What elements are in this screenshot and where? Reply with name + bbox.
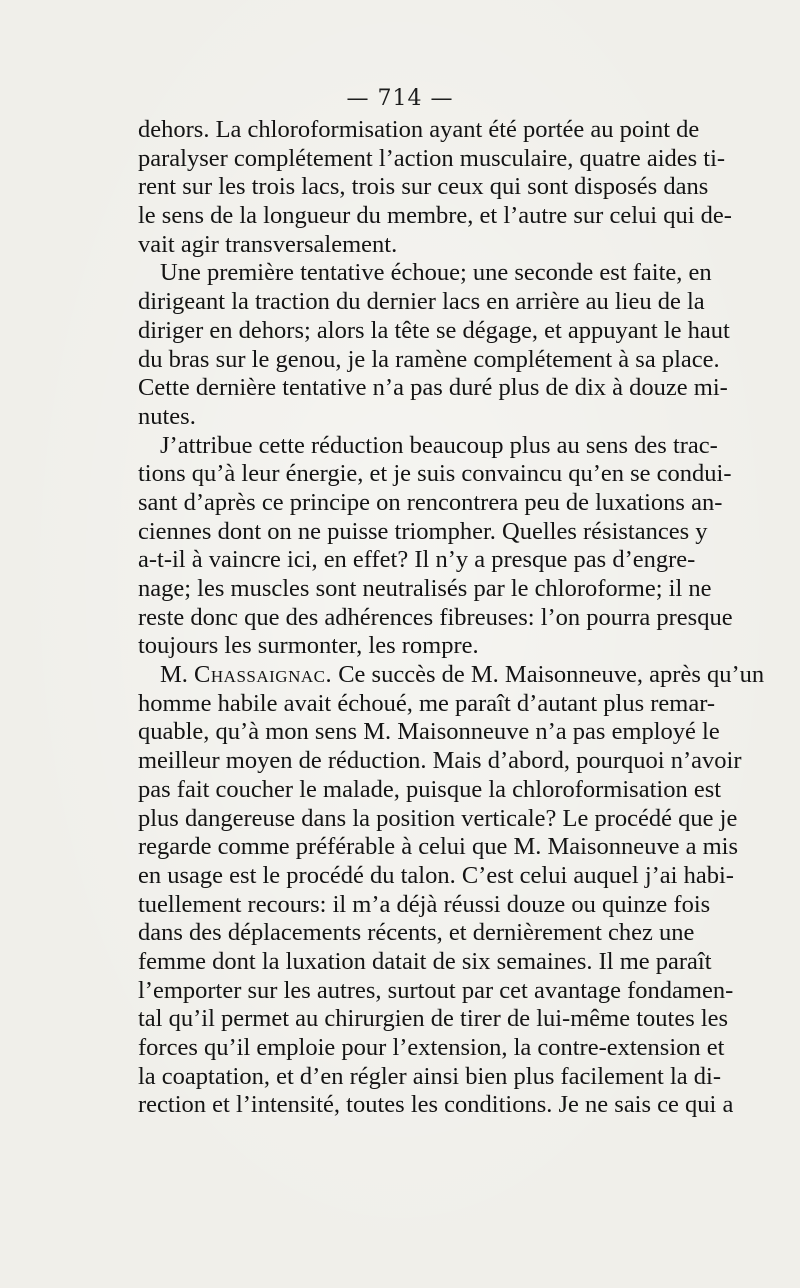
- text-line: toujours les surmonter, les rompre.: [138, 632, 479, 660]
- text-line: dehors. La chloroformisation ayant été portée au point de: [138, 116, 700, 143]
- text-line: tal qu’il permet au chirurgien de tirer de lui-même toutes les: [138, 1005, 729, 1033]
- text-line: dans des déplacements récents, et dernièrement chez une: [138, 919, 695, 947]
- text-line: l’emporter sur les autres, surtout par cet avantage fondamen-: [138, 976, 734, 1004]
- speaker-name: Chassaignac.: [194, 661, 333, 689]
- text-line: du bras sur le genou, je la ramène complétement à sa place.: [138, 345, 720, 373]
- text-line: en usage est le procédé du talon. C’est celui auquel j’ai habi-: [138, 861, 734, 889]
- text-line: tuellement recours: il m’a déjà réussi douze ou quinze fois: [138, 890, 711, 918]
- text-line: a-t-il à vaincre ici, en effet? Il n’y a presque pas d’engre-: [138, 546, 696, 574]
- text-line: homme habile avait échoué, me paraît d’autant plus remar-: [138, 689, 716, 717]
- line-text: Ce succès de M. Maisonneuve, après qu’un: [332, 661, 765, 689]
- text-line: paralyser complétement l’action musculaire, quatre aides ti-: [138, 144, 726, 172]
- text-line: plus dangereuse dans la position verticale? Le procédé que je: [138, 804, 738, 832]
- text-line: [138, 661, 765, 690]
- text-line: J’attribue cette réduction beaucoup plus au sens des trac-: [160, 431, 718, 459]
- text-line: le sens de la longueur du membre, et l’autre sur celui qui de-: [138, 202, 732, 230]
- text-line: tions qu’à leur énergie, et je suis convaincu qu’en se condui-: [138, 460, 732, 488]
- text-line: la coaptation, et d’en régler ainsi bien plus facilement la di-: [138, 1062, 722, 1090]
- text-line: Cette dernière tentative n’a pas duré plus de dix à douze mi-: [138, 374, 728, 402]
- body-text: [138, 116, 765, 1120]
- page-number: — 714 —: [346, 86, 454, 111]
- text-line: nutes.: [138, 402, 196, 430]
- text-line: meilleur moyen de réduction. Mais d’abord, pourquoi n’avoir: [138, 747, 742, 775]
- text-line: rent sur les trois lacs, trois sur ceux qui sont disposés dans: [138, 173, 709, 201]
- text-line: regarde comme préférable à celui que M. Maisonneuve a mis: [138, 833, 738, 861]
- text-line: sant d’après ce principe on rencontrera peu de luxations an-: [138, 488, 723, 516]
- text-line: ciennes dont on ne puisse triompher. Quelles résistances y: [138, 517, 708, 545]
- text-line: Une première tentative échoue; une seconde est faite, en: [160, 259, 712, 287]
- text-line: quable, qu’à mon sens M. Maisonneuve n’a pas employé le: [138, 718, 720, 746]
- text-line: diriger en dehors; alors la tête se dégage, et appuyant le haut: [138, 316, 730, 344]
- text-line: nage; les muscles sont neutralisés par le chloroforme; il ne: [138, 575, 712, 602]
- text-line: reste donc que des adhérences fibreuses: l’on pourra presque: [138, 603, 733, 631]
- text-line: femme dont la luxation datait de six semaines. Il me paraît: [138, 947, 712, 975]
- text-line: dirigeant la traction du dernier lacs en arrière au lieu de la: [138, 288, 705, 316]
- text-line: forces qu’il emploie pour l’extension, la contre-extension et: [138, 1034, 725, 1061]
- speaker-prefix: M.: [160, 661, 195, 689]
- text-line: vait agir transversalement.: [138, 230, 398, 258]
- text-line: pas fait coucher le malade, puisque la chloroformisation est: [138, 775, 722, 803]
- text-line: rection et l’intensité, toutes les conditions. Je ne sais ce qui a: [138, 1091, 734, 1119]
